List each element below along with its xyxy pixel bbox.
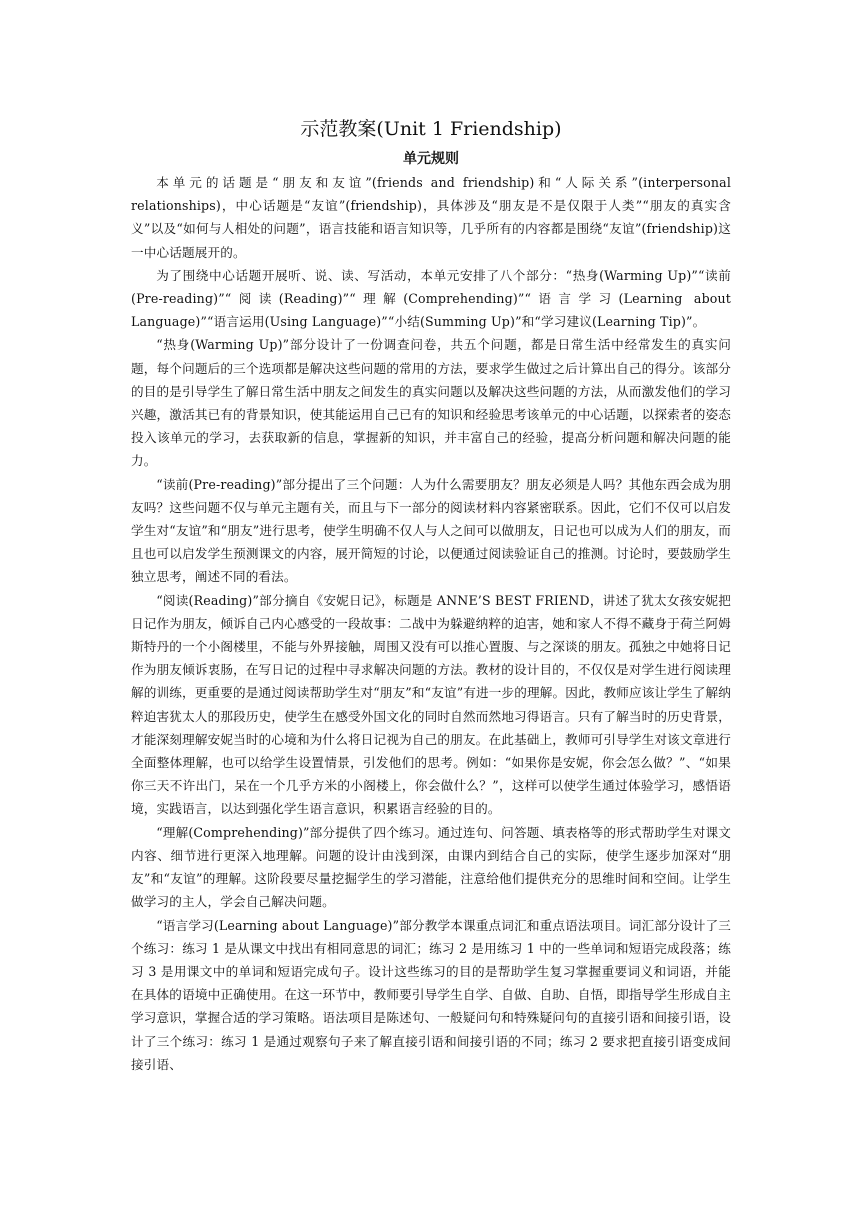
document-page [131, 118, 731, 1076]
paragraph-topic-overview: 本单元的话题是“朋友和友谊”(friends and friendship)和“人际关系”(interpersonal relationships)，中心话题是“友谊”(friendship)，具体涉及“朋友是不是仅限于人类”“朋友的真实含义”以及“如何与人相处的问题”，语言技能和语言知识等，几乎所有的内容都是围绕“友谊”(friendship)这一中心话题展开的。 [131, 175, 731, 260]
document-title: 示范教案(Unit 1 Friendship) [300, 118, 562, 140]
paragraph-warming-up: “热身(Warming Up)”部分设计了一份调查问卷，共五个问题，都是日常生活中经常发生的真实问题，每个问题后的三个选项都是解决这些问题的常用的方法，要求学生做过之后计算出自己的得分。该部分的目的是引导学生了解日常生活中朋友之间发生的真实问题以及解决这些问题的方法，从而激发他们的学习兴趣，激活其已有的背景知识，使其能运用自己已有的知识和经验思考该单元的中心话题，以探索者的姿态投入该单元的学习，去获取新的信息，掌握新的知识，并丰富自己的经验，提高分析问题和解决问题的能力。 [131, 337, 731, 469]
paragraph-learning-about-language: “语言学习(Learning about Language)”部分教学本课重点词汇和重点语法项目。词汇部分设计了三个练习：练习 1 是从课文中找出有相同意思的词汇；练习 2 是用练习 1 中的一些单词和短语完成段落；练习 3 是用课文中的单词和短语完成句子。设计这些练习的目的是帮助学生复习掌握重要词义和词语，并能在具体的语境中正确使用。在这一环节中，教师要引导学生自学、自做、自助、自悟，即指导学生形成自主学习意识，掌握合适的学习策略。语法项目是陈述句、一般疑问句和特殊疑问句的直接引语和间接引语，设计了三个练习：练习 1 是通过观察句子来了解直接引语和间接引语的不同；练习 2 要求把直接引语变成间接引语、 [131, 917, 731, 1072]
section-heading: 单元规则 [403, 151, 459, 167]
paragraph-comprehending: “理解(Comprehending)”部分提供了四个练习。通过连句、问答题、填表格等的形式帮助学生对课文内容、细节进行更深入地理解。问题的设计由浅到深，由课内到结合自己的实际，使学生逐步加深对“朋友”和“友谊”的理解。这阶段要尽量挖掘学生的学习潜能，注意给他们提供充分的思维时间和空间。让学生做学习的主人，学会自己解决问题。 [131, 824, 731, 910]
paragraph-pre-reading: “读前(Pre-reading)”部分提出了三个问题：人为什么需要朋友？朋友必须是人吗？其他东西会成为朋友吗？这些问题不仅与单元主题有关，而且与下一部分的阅读材料内容紧密联系。因此，它们不仅可以启发学生对“友谊”和“朋友”进行思考，使学生明确不仅人与人之间可以做朋友，日记也可以成为人们的朋友，而且也可以启发学生预测课文的内容，展开简短的讨论，以便通过阅读验证自己的推测。讨论时，要鼓励学生独立思考，阐述不同的看法。 [131, 476, 731, 585]
paragraph-unit-structure: 为了围绕中心话题开展听、说、读、写活动，本单元安排了八个部分：“热身(Warming Up)”“读前(Pre-reading)”“阅读(Reading)”“理解(Comprehending)”“语言学习(Learning about Language)”“语言运用(Using Language)”“小结(Summing Up)”和“学习建议(Learning Tip)”。 [131, 267, 731, 330]
paragraph-reading: “阅读(Reading)”部分摘自《安妮日记》，标题是 ANNE’S BEST FRIEND，讲述了犹太女孩安妮把日记作为朋友，倾诉自己内心感受的一段故事：二战中为躲避纳粹的迫害，她和家人不得不藏身于荷兰阿姆斯特丹的一个小阁楼里，不能与外界接触，周围又没有可以推心置腹、与之深谈的朋友。孤独之中她将日记作为朋友倾诉衷肠，在写日记的过程中寻求解决问题的方法。教材的设计目的，不仅仅是对学生进行阅读理解的训练，更重要的是通过阅读帮助学生对“朋友”和“友谊”有进一步的理解。因此，教师应该让学生了解纳粹迫害犹太人的那段历史，使学生在感受外国文化的同时自然而然地习得语言。只有了解当时的历史背景，才能深刻理解安妮当时的心境和为什么将日记视为自己的朋友。在此基础上，教师可引导学生对该文章进行全面整体理解，也可以给学生设置情景，引发他们的思考。例如：“如果你是安妮，你会怎么做？”、“如果你三天不许出门，呆在一个几乎方米的小阁楼上，你会做什么？”，这样可以使学生通过体验学习，感悟语境，实践语言，以达到强化学生语言意识，积累语言经验的目的。 [131, 592, 731, 817]
